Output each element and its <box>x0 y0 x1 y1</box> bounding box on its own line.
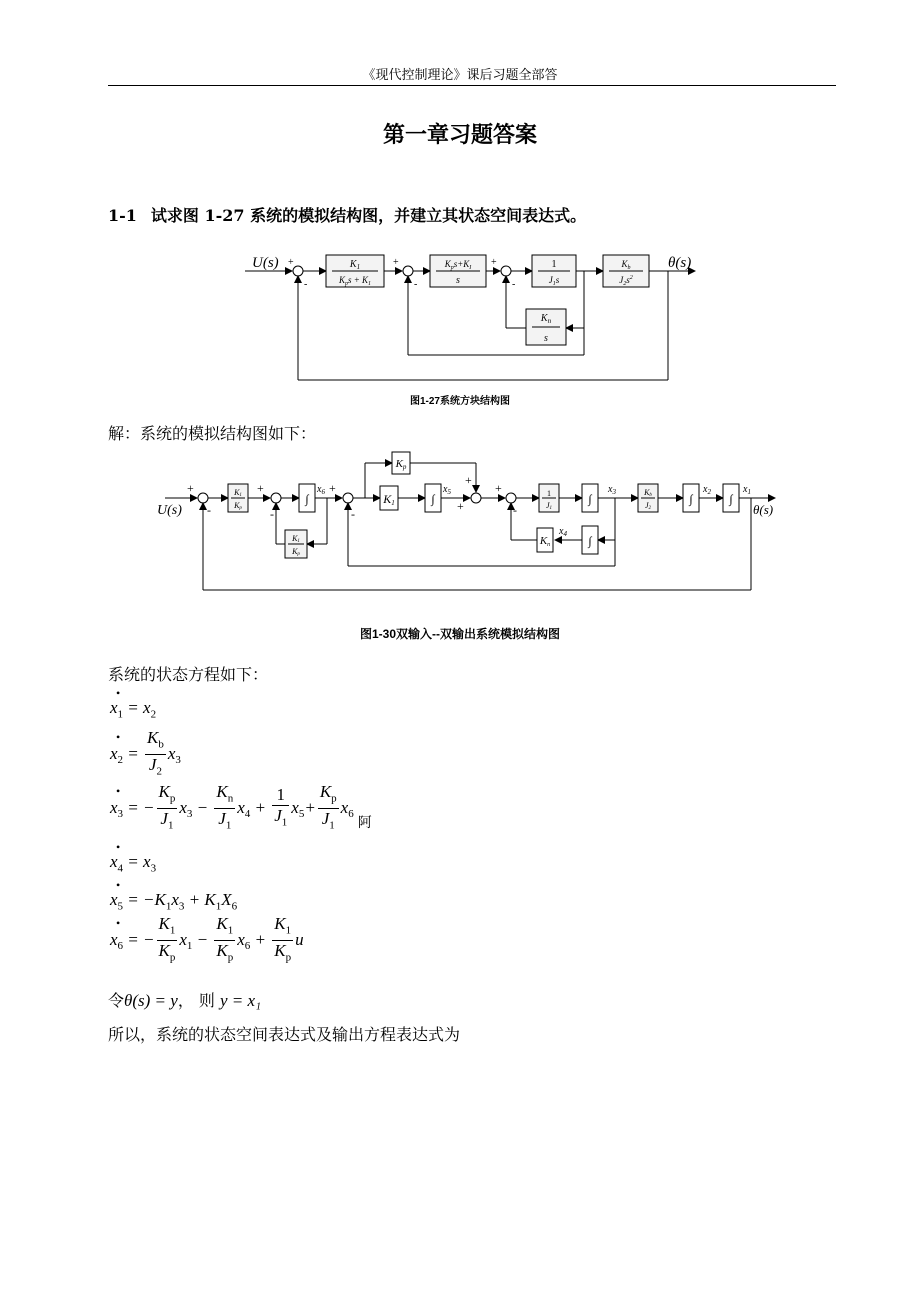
figure-simulation-diagram <box>155 446 785 600</box>
svg-text:∫: ∫ <box>729 492 733 506</box>
svg-text:x5: $x_5$ <box>443 484 451 496</box>
svg-text:Kp: Kp <box>395 458 407 471</box>
equation-x4: • $x_4 = x_3$ <box>110 840 157 875</box>
fig2-input-label: U(s) <box>157 503 182 518</box>
svg-text:x4: $x_4$ <box>559 526 567 538</box>
svg-text:Kps+KI: $K_ps+K_I$ <box>444 259 472 271</box>
svg-text:Kp: Kp <box>292 547 300 557</box>
svg-text:x2: $x_2$ <box>703 484 711 496</box>
equation-x1: • $x_1 = x_2$ <box>110 686 157 721</box>
state-equation-intro: 系统的状态方程如下： <box>108 665 269 684</box>
solution-intro: 解：系统的模拟结构图如下： <box>108 424 317 443</box>
output-prefix: 令 <box>108 991 125 1010</box>
svg-text:K1: $K_1$ <box>349 259 361 271</box>
svg-text:-: - <box>270 507 274 521</box>
svg-text:1: 1 <box>551 259 557 270</box>
equation-x6: • $x_6$ = − $\frac{K_1}{K_p}$ $x_1$ − $\frac{K_1}{K_p}$ $x_6$ + $\frac{K_1}{K_p}$ u <box>110 914 304 964</box>
svg-text:+: + <box>457 499 464 513</box>
svg-text:Kb: Kb <box>644 488 652 498</box>
svg-text:x3: $x_3$ <box>608 484 616 496</box>
svg-text:∫: ∫ <box>588 534 592 548</box>
chapter-title: 第一章习题答案 <box>382 122 537 148</box>
equation-x2: • $x_2$ = $\frac{K_b}{J_2}$ $x_3$ <box>110 728 181 778</box>
svg-text:+: + <box>495 481 502 495</box>
svg-text:+: + <box>465 473 472 487</box>
svg-text:1: 1 <box>547 489 551 498</box>
output-eq1: θ(s) = y <box>124 991 178 1010</box>
svg-text:-: - <box>351 507 355 521</box>
equation-x3: • $x_3$ = − $\frac{K_p}{J_1}$ $x_3$ − $\frac{K_n}{J_1}$ $x_4$ + $\frac{1}{J_1}$ $x_5+$ $\frac{K_p}{J_1}$ $x_{6阿}$ <box>110 782 372 832</box>
problem-number: 1-1 <box>108 206 137 225</box>
output-sep: ， 则 <box>177 991 215 1010</box>
svg-text:K1: K1 <box>234 488 242 498</box>
figure-block-diagram <box>240 245 710 394</box>
svg-text:Kn: Kn <box>539 535 551 548</box>
figure2-caption: 图1-30双输入--双输出系统模拟结构图 <box>359 627 560 641</box>
svg-text:-: - <box>304 279 308 290</box>
svg-text:+: + <box>288 257 294 268</box>
svg-text:-: - <box>207 503 211 517</box>
final-statement: 所以，系统的状态空间表达式及输出方程表达式为 <box>108 1025 461 1044</box>
svg-text:∫: ∫ <box>431 492 435 506</box>
fig1-input-label: U(s) <box>252 255 279 271</box>
svg-text:Kp: Kp <box>234 501 242 511</box>
svg-text:s: s <box>456 275 460 286</box>
svg-text:J2s2: $J_2s^2$ <box>619 275 633 287</box>
equation-x5: • $x_5 = -K_1x_3 + K_1X_6$ <box>110 878 238 913</box>
svg-text:∫: ∫ <box>588 492 592 506</box>
page-header: 《现代控制理论》课后习题全部答 <box>362 68 558 83</box>
svg-text:Kn: $K_n$ <box>540 313 552 325</box>
header-rule <box>108 85 836 86</box>
stray-character: 阿 <box>357 814 372 831</box>
svg-text:+: + <box>187 481 194 495</box>
svg-text:+: + <box>491 257 497 268</box>
output-statement <box>108 988 261 1011</box>
problem-statement <box>108 203 586 226</box>
svg-text:Kb: $K_b$ <box>621 259 631 271</box>
svg-text:Kps + K1: $K_ps + K_1$ <box>338 275 372 287</box>
svg-text:s: s <box>544 333 548 344</box>
svg-text:∫: ∫ <box>689 492 693 506</box>
svg-text:+: + <box>329 481 336 495</box>
svg-text:-: - <box>513 503 517 517</box>
output-eq2: y = x₁ <box>220 991 261 1010</box>
svg-text:J1: J1 <box>545 501 553 511</box>
svg-text:+: + <box>257 481 264 495</box>
svg-text:x1: $x_1$ <box>743 484 751 496</box>
svg-text:-: - <box>414 279 418 290</box>
svg-text:x6: $x_6$ <box>317 484 325 496</box>
problem-text: 试求图 1-27 系统的模拟结构图，并建立其状态空间表达式。 <box>150 206 587 225</box>
svg-text:-: - <box>512 279 516 290</box>
svg-text:J2: J2 <box>644 501 652 511</box>
svg-text:∫: ∫ <box>305 492 309 506</box>
svg-text:J1s: $J_1s$ <box>548 275 560 287</box>
figure1-caption: 图1-27系统方块结构图 <box>409 396 510 407</box>
svg-text:K1: K1 <box>383 492 395 507</box>
fig1-output-label: θ(s) <box>668 255 692 271</box>
fig2-output-label: θ(s) <box>753 502 774 517</box>
svg-text:K1: K1 <box>292 534 300 544</box>
svg-text:+: + <box>393 257 399 268</box>
